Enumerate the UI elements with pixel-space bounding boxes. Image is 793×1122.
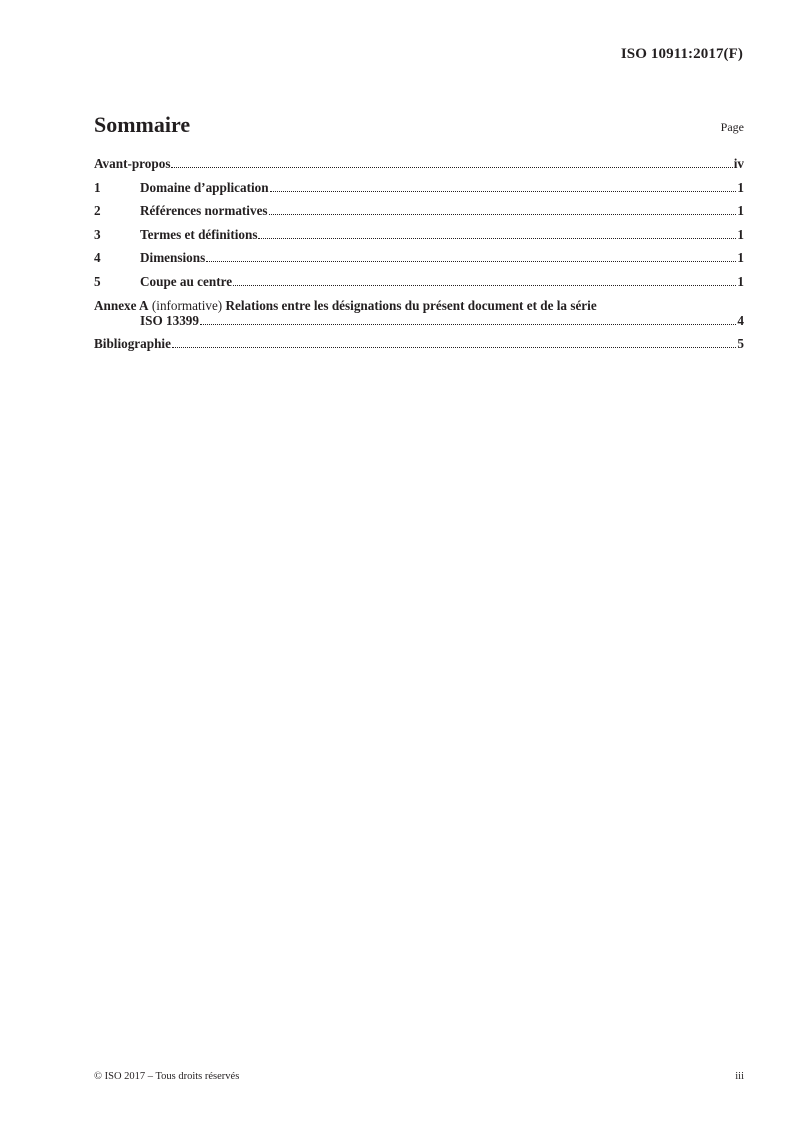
dot-leader: [233, 285, 736, 286]
toc-entry-text: Termes et définitions: [140, 226, 258, 242]
toc-entry-page: 1: [737, 179, 744, 195]
annex-title-line2: ISO 13399: [140, 312, 199, 328]
toc-entry-dimensions[interactable]: [94, 250, 744, 265]
toc-entry-foreword[interactable]: [94, 156, 744, 171]
toc-entry-text: Coupe au centre: [140, 273, 233, 289]
table-of-contents: [94, 156, 744, 360]
toc-entry-number: 2: [94, 203, 101, 219]
dot-leader: [206, 261, 736, 262]
toc-entry-center-section[interactable]: [94, 274, 744, 289]
dot-leader: [269, 214, 737, 215]
toc-entry-number: 1: [94, 179, 101, 195]
page-number: iii: [735, 1071, 744, 1082]
toc-entry-annex-a[interactable]: [94, 298, 744, 328]
annex-title-line1: Relations entre les désignations du présent document et de la série: [225, 297, 597, 313]
toc-entry-page: iv: [733, 156, 744, 171]
dot-leader: [171, 167, 732, 168]
toc-heading: [94, 112, 744, 140]
toc-entry-page: 4: [737, 312, 744, 328]
dot-leader: [200, 324, 736, 325]
copyright-notice: © ISO 2017 – Tous droits réservés: [94, 1071, 240, 1082]
dot-leader: [172, 347, 736, 348]
toc-page-column-label: Page: [720, 120, 744, 134]
toc-entry-page: 1: [737, 203, 744, 219]
dot-leader: [258, 238, 736, 239]
toc-entry-normative-references[interactable]: [94, 203, 744, 218]
toc-entry-text: Bibliographie: [94, 336, 171, 352]
toc-entry-bibliography[interactable]: [94, 336, 744, 351]
toc-entry-scope[interactable]: [94, 180, 744, 195]
toc-entry-page: 1: [737, 250, 744, 266]
toc-entry-page: 1: [737, 226, 744, 242]
toc-entry-page: 1: [737, 273, 744, 289]
toc-title: Sommaire: [94, 112, 191, 137]
toc-entry-text: Avant-propos: [94, 156, 171, 171]
annex-label: Annexe A: [94, 297, 149, 313]
toc-entry-terms-definitions[interactable]: [94, 227, 744, 242]
toc-entry-page: 5: [737, 336, 744, 352]
toc-entry-number: 4: [94, 250, 101, 266]
document-identifier: ISO 10911:2017(F): [620, 46, 743, 62]
toc-entry-text: Dimensions: [140, 250, 206, 266]
toc-entry-number: 3: [94, 226, 101, 242]
annex-qualifier: (informative): [151, 297, 223, 313]
toc-entry-text: Domaine d’application: [140, 179, 269, 195]
toc-entry-number: 5: [94, 273, 101, 289]
toc-entry-text: Références normatives: [140, 203, 268, 219]
dot-leader: [270, 191, 737, 192]
